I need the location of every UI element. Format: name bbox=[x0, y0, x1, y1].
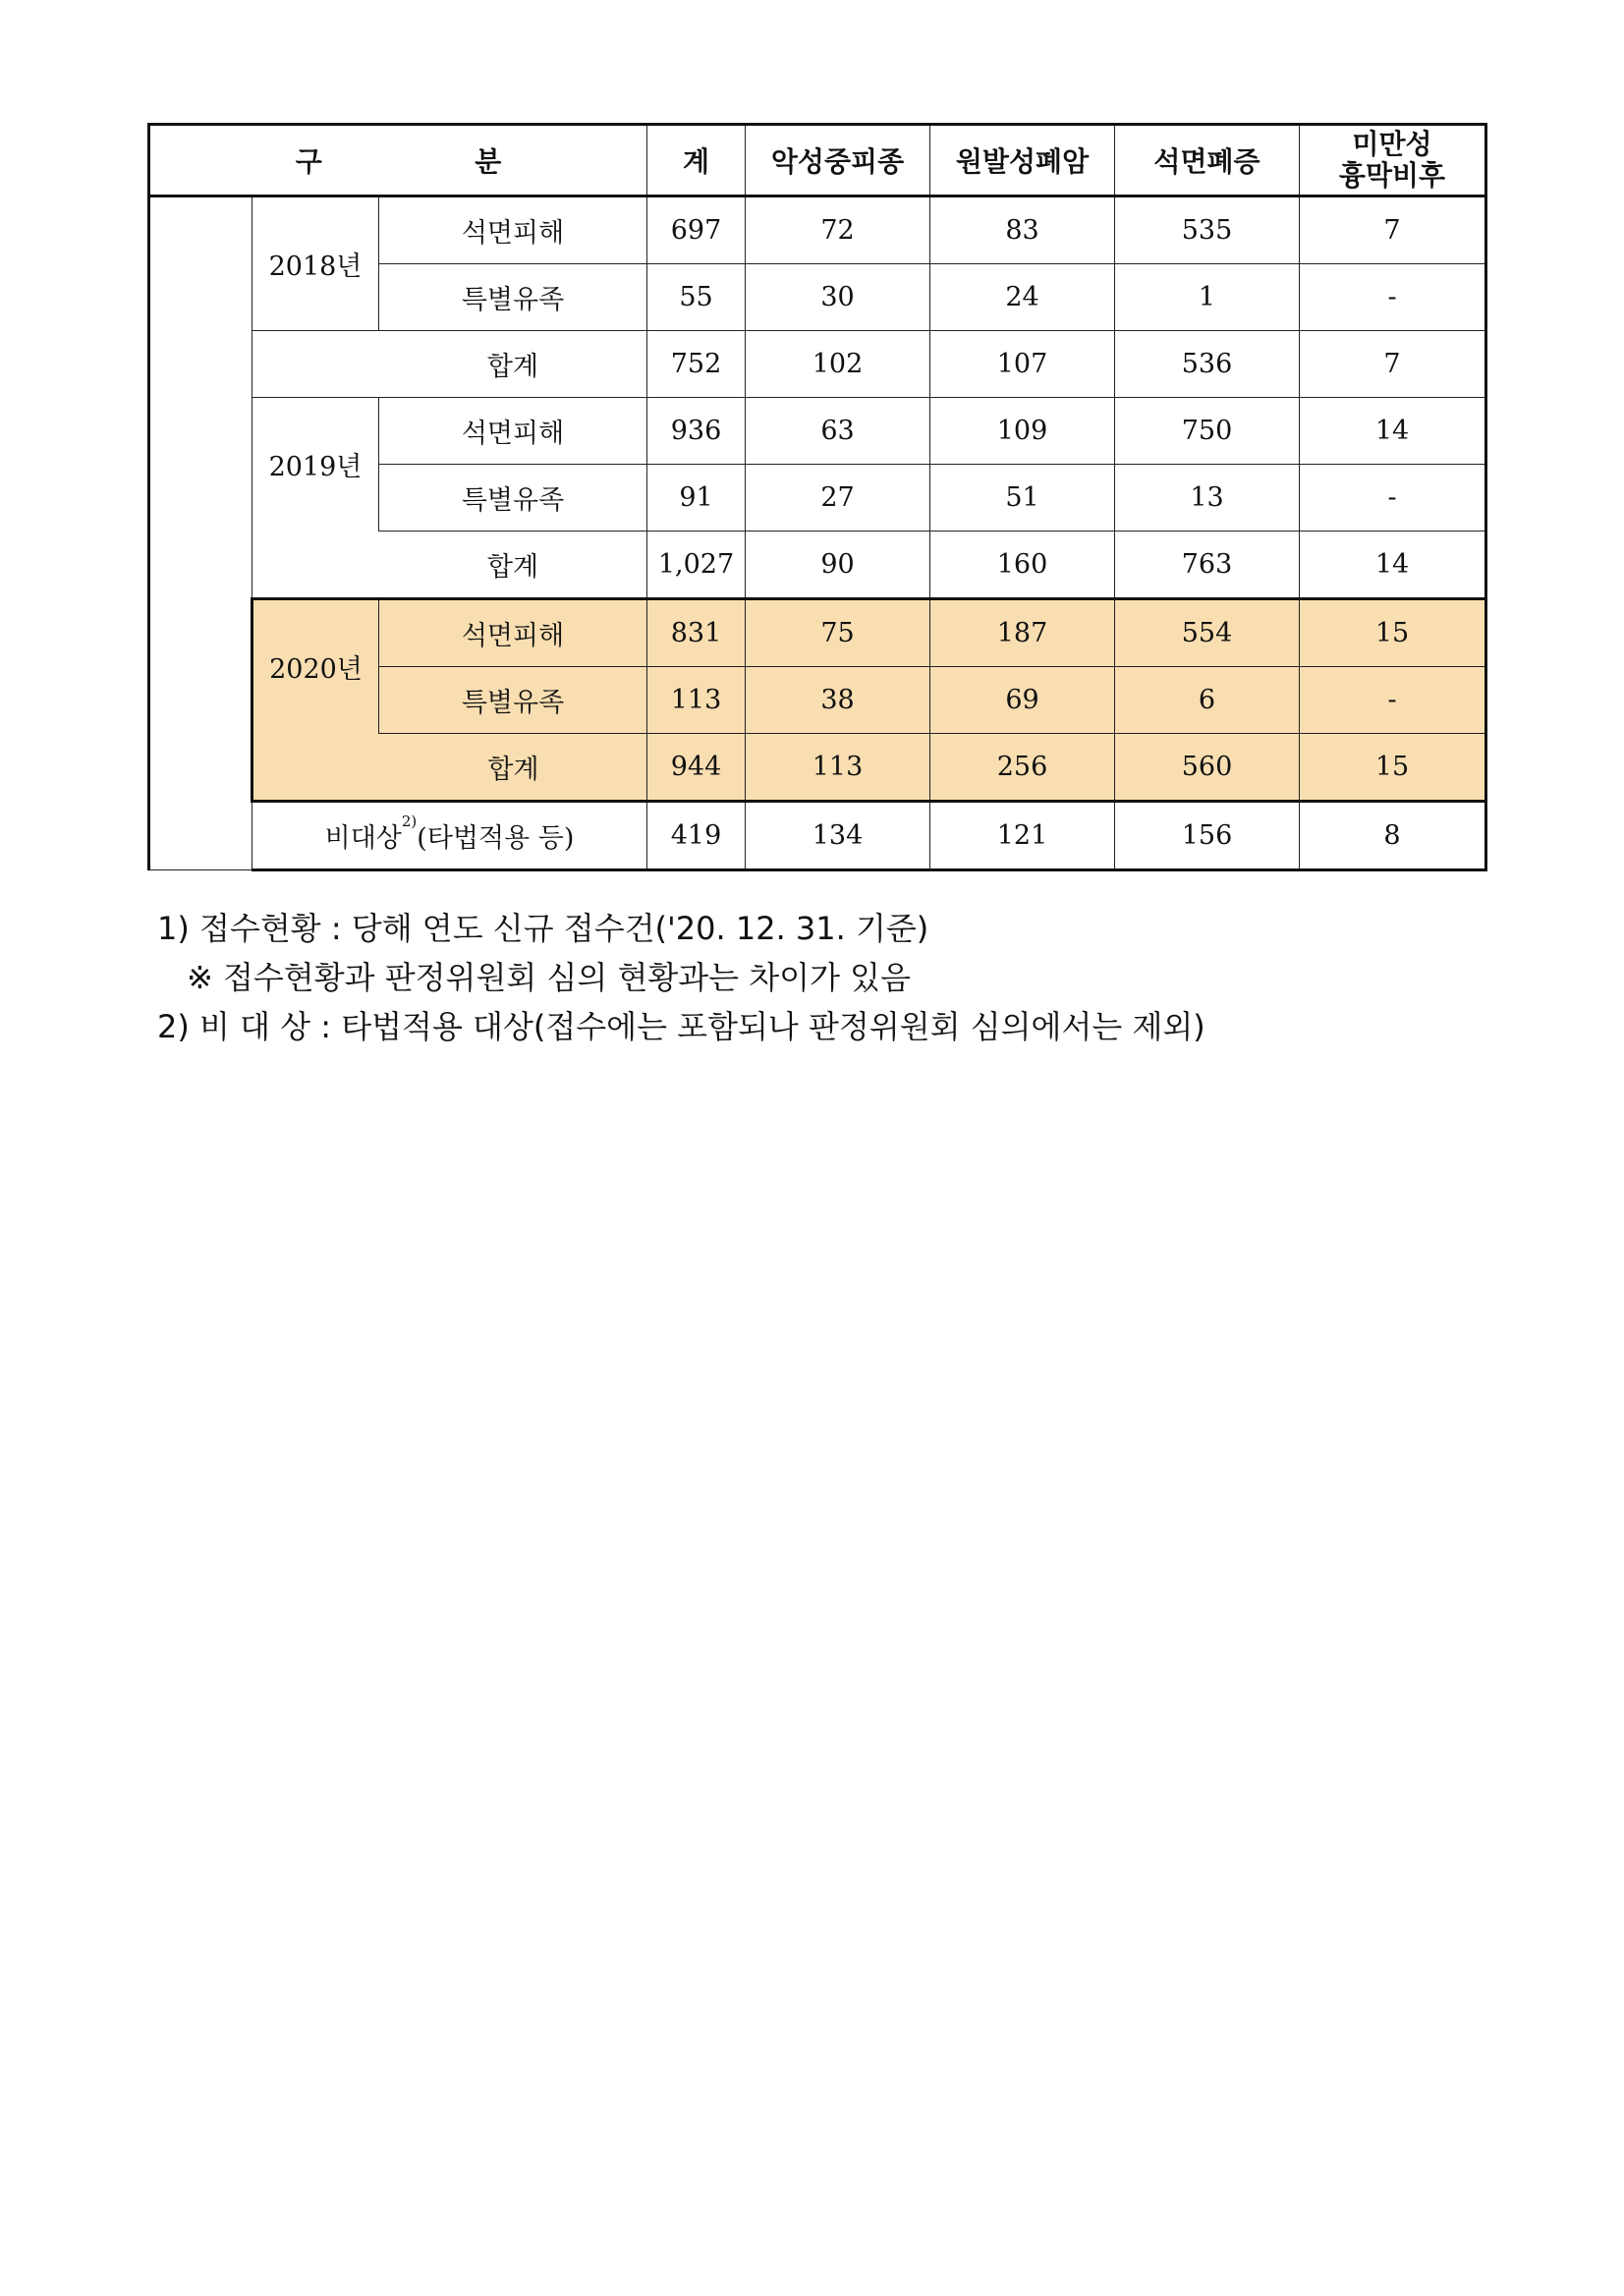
table-cell: 256 bbox=[930, 734, 1115, 802]
header-category-left: 구 bbox=[295, 145, 322, 178]
table-cell: 38 bbox=[746, 667, 930, 734]
header-col2: 원발성폐암 bbox=[930, 125, 1115, 196]
table-cell: 102 bbox=[746, 331, 930, 398]
table-cell: 27 bbox=[746, 465, 930, 532]
table-cell: 560 bbox=[1115, 734, 1300, 802]
header-col4-line2: 흉막비후 bbox=[1338, 159, 1446, 192]
table-cell: 63 bbox=[746, 398, 930, 465]
header-category-right: 분 bbox=[475, 145, 502, 178]
table-cell: 15 bbox=[1300, 734, 1486, 802]
subtotal-label: 합계 bbox=[252, 734, 647, 802]
table-cell: 554 bbox=[1115, 599, 1300, 667]
table-cell: 936 bbox=[647, 398, 746, 465]
table-cell: 535 bbox=[1115, 196, 1300, 264]
table-header-row bbox=[149, 125, 1486, 196]
year-cell-2020: 2020년 bbox=[252, 599, 379, 734]
table-row-non-target bbox=[149, 802, 1486, 870]
table-cell: 6 bbox=[1115, 667, 1300, 734]
subtotal-label: 합계 bbox=[252, 532, 647, 599]
table-row bbox=[149, 532, 1486, 599]
header-col4 bbox=[1300, 125, 1486, 196]
row-label: 석면피해 bbox=[379, 398, 647, 465]
table-cell: 763 bbox=[1115, 532, 1300, 599]
table-cell: 75 bbox=[746, 599, 930, 667]
table-row-highlighted bbox=[149, 599, 1486, 667]
table-cell: 7 bbox=[1300, 331, 1486, 398]
non-target-label-prefix: 비대상 bbox=[324, 823, 402, 854]
table-row bbox=[149, 398, 1486, 465]
non-target-label bbox=[252, 802, 647, 870]
footnotes bbox=[157, 904, 1434, 1051]
footnote-2: 2) 비 대 상 : 타법적용 대상(접수에는 포함되나 판정위원회 심의에서는 제외) bbox=[157, 1008, 1205, 1045]
header-col3: 석면폐증 bbox=[1115, 125, 1300, 196]
table-cell: 419 bbox=[647, 802, 746, 870]
table-cell: 14 bbox=[1300, 532, 1486, 599]
table-cell: 944 bbox=[647, 734, 746, 802]
table-cell: 72 bbox=[746, 196, 930, 264]
year-cell-2018: 2018년 bbox=[252, 196, 379, 331]
row-label: 특별유족 bbox=[379, 465, 647, 532]
table-cell: 51 bbox=[930, 465, 1115, 532]
table-cell: 1,027 bbox=[647, 532, 746, 599]
row-label: 석면피해 bbox=[379, 599, 647, 667]
table-cell: 121 bbox=[930, 802, 1115, 870]
footnote-1: 1) 접수현황 : 당해 연도 신규 접수건('20. 12. 31. 기준) bbox=[157, 910, 929, 947]
table-cell: 15 bbox=[1300, 599, 1486, 667]
table-cell: 109 bbox=[930, 398, 1115, 465]
table-cell: 69 bbox=[930, 667, 1115, 734]
row-label: 석면피해 bbox=[379, 196, 647, 264]
header-col4-line1: 미만성 bbox=[1352, 127, 1432, 160]
non-target-label-suffix: (타법적용 등) bbox=[417, 823, 575, 854]
table-cell: 750 bbox=[1115, 398, 1300, 465]
table-cell: 24 bbox=[930, 264, 1115, 331]
left-blank-column bbox=[149, 196, 252, 870]
header-col1: 악성중피종 bbox=[746, 125, 930, 196]
table-row bbox=[149, 331, 1486, 398]
table-row bbox=[149, 196, 1486, 264]
table-cell: 134 bbox=[746, 802, 930, 870]
table-cell: 187 bbox=[930, 599, 1115, 667]
header-category bbox=[149, 125, 647, 196]
table-cell: 55 bbox=[647, 264, 746, 331]
table-cell: 30 bbox=[746, 264, 930, 331]
table-cell: 156 bbox=[1115, 802, 1300, 870]
table-cell: 697 bbox=[647, 196, 746, 264]
row-label: 특별유족 bbox=[379, 667, 647, 734]
table-cell: 113 bbox=[647, 667, 746, 734]
table-cell: - bbox=[1300, 667, 1486, 734]
table-cell: 14 bbox=[1300, 398, 1486, 465]
table-row-highlighted bbox=[149, 734, 1486, 802]
footnote-marker: 2) bbox=[401, 812, 418, 830]
table-cell: 752 bbox=[647, 331, 746, 398]
table-cell: 83 bbox=[930, 196, 1115, 264]
table-cell: 536 bbox=[1115, 331, 1300, 398]
table-cell: 7 bbox=[1300, 196, 1486, 264]
table-cell: 160 bbox=[930, 532, 1115, 599]
year-cell-2019: 2019년 bbox=[252, 398, 379, 532]
table-cell: 113 bbox=[746, 734, 930, 802]
table-cell: 8 bbox=[1300, 802, 1486, 870]
subtotal-label: 합계 bbox=[252, 331, 647, 398]
table-cell: - bbox=[1300, 264, 1486, 331]
asbestos-statistics-table bbox=[147, 123, 1487, 871]
row-label: 특별유족 bbox=[379, 264, 647, 331]
table-cell: 91 bbox=[647, 465, 746, 532]
table-cell: 1 bbox=[1115, 264, 1300, 331]
header-total: 계 bbox=[647, 125, 746, 196]
footnote-remark: ※ 접수현황과 판정위원회 심의 현황과는 차이가 있음 bbox=[187, 959, 911, 996]
table-cell: 831 bbox=[647, 599, 746, 667]
table-cell: 107 bbox=[930, 331, 1115, 398]
table-cell: 13 bbox=[1115, 465, 1300, 532]
table-cell: - bbox=[1300, 465, 1486, 532]
table-cell: 90 bbox=[746, 532, 930, 599]
